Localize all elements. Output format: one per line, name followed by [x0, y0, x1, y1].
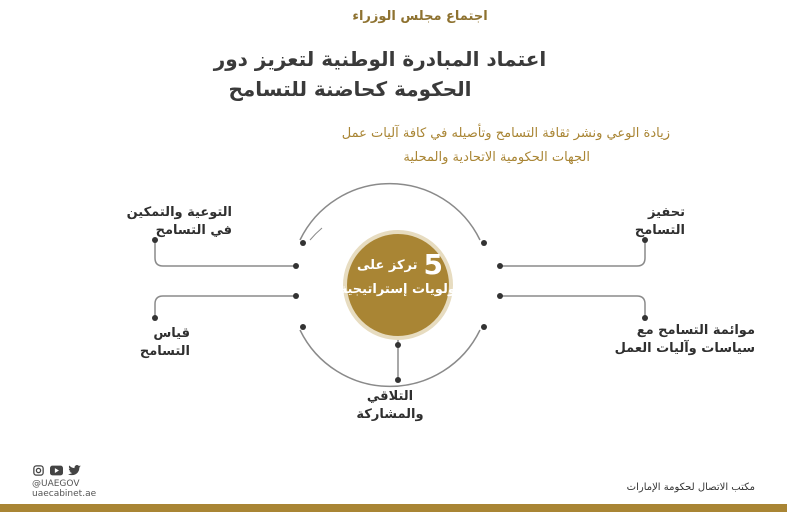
social-handle: @UAEGOV — [32, 479, 80, 489]
social-icons — [32, 465, 81, 476]
website-link[interactable]: uaecabinet.ae — [32, 489, 97, 499]
priority-motivation — [590, 204, 685, 240]
priority-label-line-1: التوعية والتمكين — [126, 205, 232, 220]
intro-line-2: الجهات الحكومية الاتحادية والمحلية — [403, 150, 590, 165]
priority-measurement — [100, 325, 190, 361]
instagram-icon[interactable] — [32, 465, 45, 476]
twitter-icon[interactable] — [68, 465, 81, 476]
priority-label-line-2: في التسامح — [155, 223, 232, 238]
kicker-title: اجتماع مجلس الوزراء — [352, 9, 488, 24]
priority-label-line-2: التسامح — [634, 223, 685, 238]
center-line-2: أولويات إستراتيجية — [339, 282, 461, 297]
priority-label-line-1: قياس — [153, 326, 190, 341]
title-line-1: اعتماد المبادرة الوطنية لتعزيز دور — [213, 47, 547, 71]
center-line-1: تركز على — [357, 257, 418, 273]
title-line-2: الحكومة كحاضنة للتسامح — [228, 77, 472, 101]
priority-label-line-1: تحفيز — [647, 205, 685, 220]
youtube-icon[interactable] — [50, 465, 63, 476]
priority-alignment — [555, 322, 755, 358]
priority-participation — [325, 388, 455, 424]
center-circle-text — [330, 250, 470, 297]
priority-awareness — [82, 204, 232, 240]
priority-label-line-1: التلاقي — [366, 389, 414, 404]
intro-line-1: زيادة الوعي ونشر ثقافة التسامح وتأصيله في كافة آليات عمل — [341, 126, 670, 141]
priority-label-line-2: سياسات وآليات العمل — [614, 341, 755, 356]
office-credit: مكتب الاتصال لحكومة الإمارات — [626, 482, 755, 493]
priority-label-line-2: التسامح — [139, 344, 190, 359]
priority-label-line-1: موائمة التسامح مع — [636, 323, 755, 338]
priority-count: 5 — [423, 248, 443, 281]
priority-label-line-2: والمشاركة — [356, 407, 424, 422]
footer-bar — [0, 504, 787, 512]
